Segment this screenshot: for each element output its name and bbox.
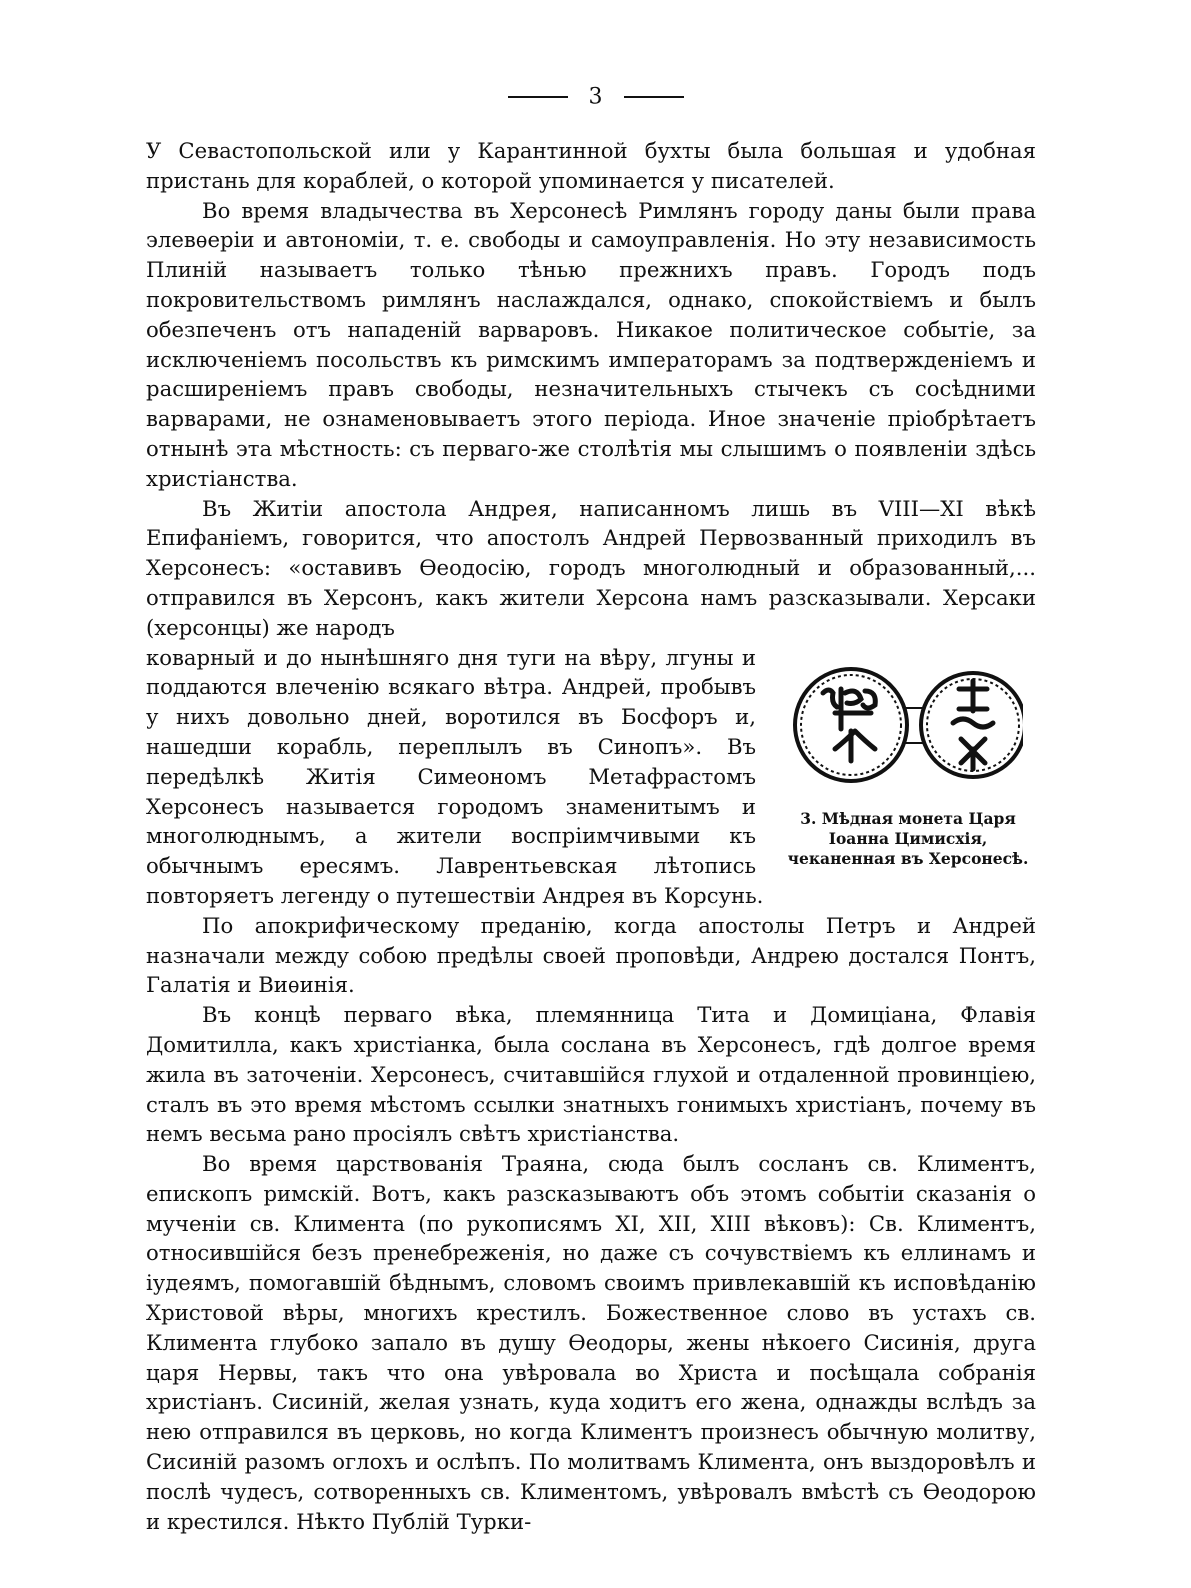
header-rule-right	[624, 96, 684, 98]
body-text	[146, 136, 1036, 1536]
paragraph: Во время царствованія Траяна, сюда былъ сосланъ св. Климентъ, епископъ римскій. Вотъ, какъ разсказываютъ объ этомъ событіи сказанія о мученіи св. Климента (по рукописямъ XI, XII, XIII вѣковъ): Св. Климентъ, относившійся безъ пренебреженія, но даже съ сочувствіемъ къ еллинамъ и іудеямъ, помогавшій бѣднымъ, словомъ своимъ привлекавшій къ исповѣданію Христовой вѣры, многихъ крестилъ. Божественное слово въ устахъ св. Климента глубоко запало въ душу Ѳеодоры, жены нѣкоего Сисинія, друга царя Нервы, такъ что она увѣровала во Христа и посѣщала собранія христіанъ. Сисиній, желая узнать, куда ходитъ его жена, однажды вслѣдъ за нею отправился въ церковь, но когда Климентъ произнесъ обычную молитву, Сисиній разомъ оглохъ и ослѣпъ. По молитвамъ Климента, онъ выздоровѣлъ и послѣ чудесъ, сотворенныхъ св. Климентомъ, увѣровалъ вмѣстѣ съ Ѳеодорою и крестился. Нѣкто Публій Турки-	[146, 1151, 1036, 1534]
coin-image-icon	[793, 653, 1023, 803]
paragraph: По апокрифическому преданію, когда апостолы Петръ и Андрей назначали между собою предѣлы своей проповѣди, Андрею достался Понтъ, Галатія и Виѳинія.	[146, 912, 1036, 998]
page-number: 3	[588, 84, 603, 110]
figure-caption: 3. Мѣдная монета Царя Іоанна Цимисхія, чеканенная въ Херсонесѣ.	[787, 808, 1029, 868]
page-header	[0, 84, 1191, 110]
header-rule-left	[508, 96, 568, 98]
coin-figure	[780, 653, 1036, 869]
paragraph: Во время владычества въ Херсонесѣ Римлянъ городу даны были права элевѳеріи и автономіи, т. е. свободы и самоуправленія. Но эту независимость Плиній называетъ только тѣнью прежнихъ правъ. Городъ подъ покровительствомъ римлянъ наслаждался, однако, спокойствіемъ и былъ обезпеченъ отъ нападеній варваровъ. Никакое политическое событіе, за исключеніемъ посольствъ къ римскимъ императорамъ за подтвержденіемъ и расширеніемъ правъ свободы, незначительныхъ стычекъ съ сосѣдними варварами, не ознаменовываетъ этого періода. Иное значеніе пріобрѣтаетъ отнынѣ эта мѣстность: съ перваго-же столѣтія мы слышимъ о появленіи здѣсь христіанства.	[146, 197, 1036, 491]
paragraph: коварный и до нынѣшняго дня туги на вѣру, лгуны и поддаются влеченію всякаго вѣтра. Андрей, пробывъ у нихъ довольно дней, воротился въ Босфоръ и, нашедши корабль, переплылъ въ Синопъ». Въ передѣлкѣ Житія Симеономъ Метафрастомъ Херсонесъ называется городомъ знаменитымъ и многолюднымъ, а жители воспріимчивыми къ обычнымъ ересямъ. Лаврентьевская лѣтопись повторяетъ легенду о путешествіи Андрея въ Корсунь.	[146, 644, 764, 908]
paragraph: Въ концѣ перваго вѣка, племянница Тита и Домиціана, Флавія Домитилла, какъ христіанка, была сослана въ Херсонесъ, гдѣ долгое время жила въ заточеніи. Херсонесъ, считавшійся глухой и отдаленной провинціею, сталъ въ это время мѣстомъ ссылки знатныхъ гонимыхъ христіанъ, почему въ немъ весьма рано просіялъ свѣтъ христіанства.	[146, 1002, 1036, 1147]
paragraph: Въ Житіи апостола Андрея, написанномъ лишь въ VIII—XI вѣкѣ Епифаніемъ, говорится, что апостолъ Андрей Первозванный приходилъ въ Херсонесъ: «оставивъ Ѳеодосію, городъ многолюдный и образованный,... отправился въ Херсонъ, какъ жители Херсона намъ разсказывали. Херсаки (херсонцы) же народъ	[146, 495, 1036, 640]
paragraph: У Севастопольской или у Карантинной бухты была большая и удобная пристань для кораблей, о которой упоминается у писателей.	[146, 138, 1036, 193]
